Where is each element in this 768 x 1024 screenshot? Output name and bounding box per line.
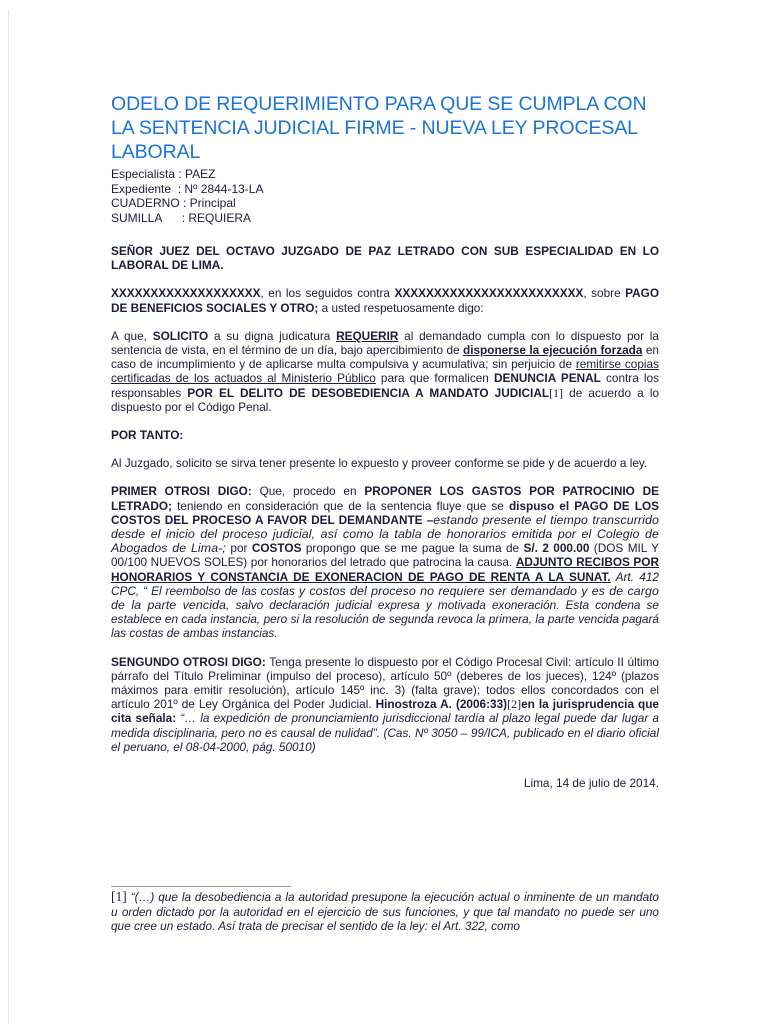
case-metadata xyxy=(111,167,659,225)
proponer-gastos-term: PROPONER LOS GASTOS POR PATROCINIO DE LETRADO; xyxy=(111,484,659,513)
request-paragraph: A que, SOLICITO a su digna judicatura REQUERIR al demandado cumpla con lo dispuesto por la sentencia de vista, en el término de un día, bajo apercibimiento de disponerse la ejecución forzada en caso de incumplimiento y de aplicarse multa compulsiva y acumulativa; sin perjuicio de remitirse copias certificadas de los actuados al Ministerio Público para que formalicen DENUNCIA PENAL contra los responsables POR EL DELITO DE DESOBEDIENCIA A MANDATO JUDICIAL[1] de acuerdo a lo dispuesto por el Código Penal. xyxy=(111,328,660,414)
meta-sumilla: SUMILLA : REQUIERA xyxy=(111,210,252,225)
segundo-otrosi-label: SENGUNDO OTROSI DIGO: xyxy=(111,654,266,669)
segundo-otrosi-paragraph: SENGUNDO OTROSI DIGO: Tenga presente lo dispuesto por el Código Procesal Civil: artículo II último párrafo del Título Preliminar (impulso del proceso), artículo 50º (deberes de los jueces), 124º (plazos máximos para emitir resolución), artículo 145º inc. 3) (falta grave); todos ellos concordados con el artículo 201º de Ley Orgánica del Poder Judicial. Hinostroza A. (2006:33)[2]en la jurisprudencia que cita señala: “… la expedición de pronunciamiento jurisdiccional tardía al plazo legal puede dar lugar a medida disciplinaria, pero no es causal de nulidad”. (Cas. Nº 3050 – 99/ICA, publicado en el diario oficial el peruano, el 08-04-2000, pág. 50010) xyxy=(111,654,659,754)
document-page xyxy=(111,92,659,790)
footnote-1 xyxy=(111,890,659,934)
delito-term: POR EL DELITO DE DESOBEDIENCIA A MANDATO JUDICIAL xyxy=(187,385,550,400)
costos-note: estando presente el tiempo transcurrido desde el inicio del proceso judicial, así como la tabla de honorarios emitida por el Colegio de Abogados de Lima-; xyxy=(111,512,659,556)
adjunto-recibos-term: ADJUNTO RECIBOS POR HONORARIOS Y CONSTANCIA DE EXONERACION DE PAGO DE RENTA A LA SUNAT. xyxy=(111,555,659,584)
footnote-number: [1] xyxy=(111,889,127,904)
hinostroza-citation: Hinostroza A. (2006:33) xyxy=(375,697,508,712)
suma-amount: S/. 2 000.00 xyxy=(523,541,590,556)
art-412-quote-end: salvo declaración judicial expresa y motivada exoneración. Esta condena se establece en cada instancia, pero si la resolución de segunda revoca la primera, la parte vencida pagará las costas de ambas instancias. xyxy=(111,598,659,641)
meta-especialista: Especialista : PAEZ xyxy=(111,167,216,181)
footnote-text: “(…) que la desobediencia a la autoridad presupone la ejecución actual o inminente de un mandato u orden dictado por la autoridad en el ejercicio de sus funciones, y que tal mandato no puede ser uno que cree un estado. Así trata de precisar el sentido de la ley: el Art. 322, como xyxy=(111,890,659,933)
page-edge-line xyxy=(8,10,9,1024)
solicito-term: SOLICITO xyxy=(152,328,209,343)
footnote-ref-1[interactable]: [1] xyxy=(549,385,564,400)
defendant-name: XXXXXXXXXXXXXXXXXXXXXXXX xyxy=(394,286,584,301)
jurisprudencia-quote: “… la expedición de pronunciamiento jurisdiccional tardía al plazo legal puede dar lugar a medida disciplinaria, pero no es causal de nulidad”. (Cas. Nº 3050 – 99/ICA, publicado en el diario oficial el peruano, el 08-04-2000, pág. 50010) xyxy=(111,711,659,754)
conclusion-paragraph: Al Juzgado, solicito se sirva tener presente lo expuesto y proveer conforme se pide y de acuerdo a ley. xyxy=(111,456,648,471)
footnote-separator xyxy=(111,886,291,887)
denuncia-penal-term: DENUNCIA PENAL xyxy=(493,371,601,386)
intro-paragraph: XXXXXXXXXXXXXXXXXXX, en los seguidos contra XXXXXXXXXXXXXXXXXXXXXXXX, sobre PAGO DE BENEFICIOS SOCIALES Y OTRO; a usted respetuosamente digo: xyxy=(111,286,659,315)
pago-costos-term: dispuso el PAGO DE LOS COSTOS DEL PROCESO A FAVOR DEL DEMANDANTE – xyxy=(111,498,659,527)
art-412-quote: Art. 412 CPC, “ El reembolso de las costas xyxy=(111,569,659,598)
por-tanto-heading: POR TANTO: xyxy=(111,428,184,443)
document-title: ODELO DE REQUERIMIENTO PARA QUE SE CUMPLA CON LA SENTENCIA JUDICIAL FIRME - NUEVA LEY PROCESAL LABORAL xyxy=(111,93,647,163)
jurisprudencia-intro: en la jurisprudencia que cita señala: xyxy=(111,697,659,726)
art-412-quote-cont: y costos del proceso no requiere ser demandado y es de cargo de la parte vencida, xyxy=(111,583,659,613)
footnote-ref-2[interactable]: [2] xyxy=(507,697,522,712)
plaintiff-name: XXXXXXXXXXXXXXXXXXX xyxy=(111,286,261,301)
meta-cuaderno: CUADERNO : Principal xyxy=(111,196,236,210)
case-subject: PAGO DE BENEFICIOS SOCIALES Y OTRO; xyxy=(111,286,659,315)
primer-otrosi-paragraph: PRIMER OTROSI DIGO: Que, procedo en PROPONER LOS GASTOS POR PATROCINIO DE LETRADO; teniendo en consideración que de la sentencia fluye que se dispuso el PAGO DE LOS COSTOS DEL PROCESO A FAVOR DEL DEMANDANTE –estando presente el tiempo transcurrido desde el inicio del proceso judicial, así como la tabla de honorarios emitida por el Colegio de Abogados de Lima-; por COSTOS propongo que se me pague la suma de S/. 2 000.00 (DOS MIL Y 00/100 NUEVOS SOLES) por honorarios del letrado que patrocina la causa. ADJUNTO RECIBOS POR HONORARIOS Y CONSTANCIA DE EXONERACION DE PAGO DE RENTA A LA SUNAT. Art. 412 CPC, “ El reembolso de las costas y costos del proceso no requiere ser demandado y es de cargo de la parte vencida, salvo declaración judicial expresa y motivada exoneración. Esta condena se establece en cada instancia, pero si la resolución de segunda revoca la primera, la parte vencida pagará las costas de ambas instancias. xyxy=(111,484,659,641)
ejecucion-forzada-term: disponerse la ejecución forzada xyxy=(463,343,643,358)
meta-expediente: Expediente : Nº 2844-13-LA xyxy=(111,181,264,196)
remitirse-copias-term: remitirse copias certificadas de los actuados al Ministerio Público xyxy=(111,357,659,386)
costos-term: COSTOS xyxy=(251,541,302,556)
primer-otrosi-label: PRIMER OTROSI DIGO: xyxy=(111,484,252,499)
requerir-term: REQUERIR xyxy=(336,328,399,343)
date-line: Lima, 14 de julio de 2014. xyxy=(523,776,659,791)
addressee: SEÑOR JUEZ DEL OCTAVO JUZGADO DE PAZ LETRADO CON SUB ESPECIALIDAD EN LO LABORAL DE LIMA. xyxy=(111,244,659,273)
